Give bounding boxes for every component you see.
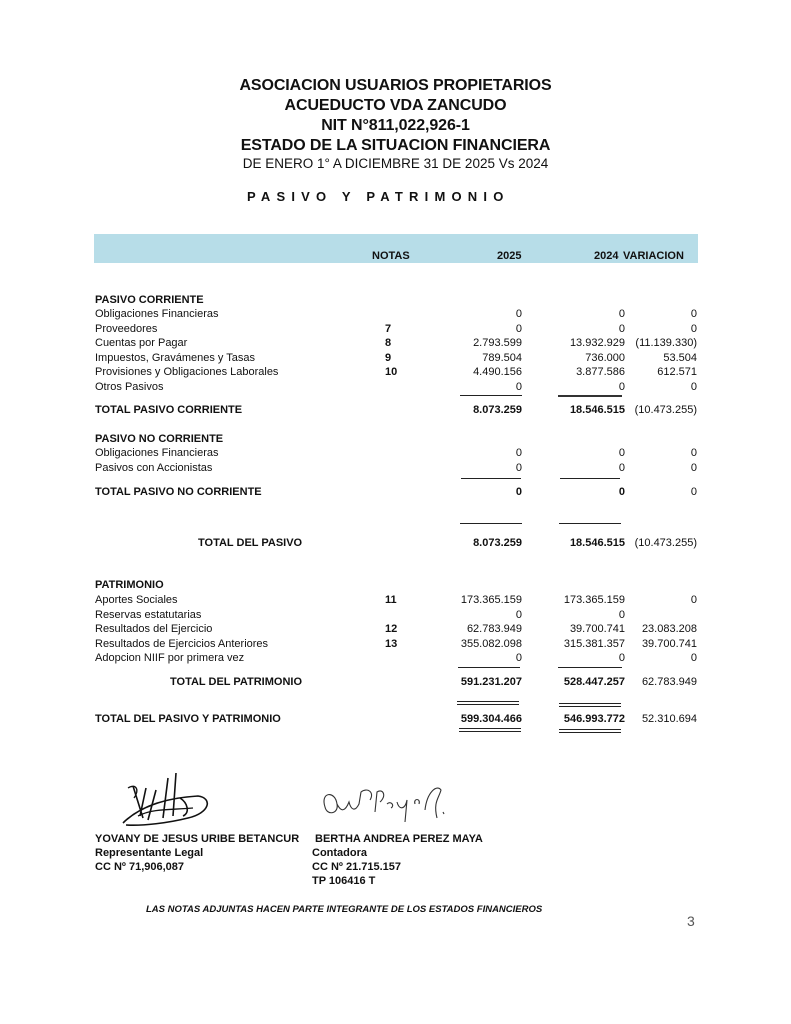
table-row: Obligaciones Financieras 0 0 0: [95, 308, 697, 320]
total-row-pasivo-corriente: TOTAL PASIVO CORRIENTE 8.073.259 18.546.515 (10.473.255): [95, 404, 697, 416]
footer-note: LAS NOTAS ADJUNTAS HACEN PARTE INTEGRANTE DE LOS ESTADOS FINANCIEROS: [146, 904, 543, 915]
table-row: Reservas estatutarias 0 0: [95, 609, 625, 621]
total-row-pasivo: TOTAL DEL PASIVO 8.073.259 18.546.515 (10.473.255): [198, 537, 697, 549]
legal-rep-id: CC Nº 71,906,087: [95, 861, 185, 873]
table-row: Provisiones y Obligaciones Laborales 10 4.490.156 3.877.586 612.571: [95, 366, 697, 378]
col-header-2025: 2025: [497, 250, 522, 262]
table-row: Resultados de Ejercicios Anteriores 13 355.082.098 315.381.357 39.700.741: [95, 638, 697, 650]
section-heading-pasivo-corriente: PASIVO CORRIENTE: [95, 294, 204, 306]
col-header-2024: 2024: [594, 250, 619, 262]
subtotal-rule: [460, 395, 522, 396]
double-rule: [457, 701, 519, 705]
total-row-pasivo-no-corriente: TOTAL PASIVO NO CORRIENTE 0 0 0: [95, 486, 697, 498]
accountant-tp: TP 106416 T: [312, 875, 376, 887]
subtotal-rule: [558, 667, 622, 668]
table-row: Resultados del Ejercicio 12 62.783.949 39.700.741 23.083.208: [95, 623, 697, 635]
double-rule: [559, 729, 621, 733]
table-row: Proveedores 7 0 0 0: [95, 323, 697, 335]
organization-subname: ACUEDUCTO VDA ZANCUDO: [284, 97, 507, 114]
col-header-variacion: VARIACION: [623, 250, 684, 262]
subtotal-rule: [458, 667, 520, 668]
statement-period: DE ENERO 1° A DICIEMBRE 31 DE 2025 Vs 2024: [242, 156, 549, 171]
total-row-pasivo-y-patrimonio: TOTAL DEL PASIVO Y PATRIMONIO 599.304.466 546.993.772 52.310.694: [95, 713, 697, 725]
total-row-patrimonio: TOTAL DEL PATRIMONIO 591.231.207 528.447.257 62.783.949: [170, 676, 697, 688]
subtotal-rule: [558, 395, 622, 397]
table-row: Obligaciones Financieras 0 0 0: [95, 447, 697, 459]
organization-name: ASOCIACION USUARIOS PROPIETARIOS: [239, 77, 552, 94]
signature-legal-representative: [118, 768, 213, 830]
legal-rep-role: Representante Legal: [95, 847, 204, 859]
table-row: Cuentas por Pagar 8 2.793.599 13.932.929 (11.139.330): [95, 337, 697, 349]
section-title: PASIVO Y PATRIMONIO: [247, 189, 510, 204]
signature-block-accountant: [312, 832, 483, 888]
double-rule: [459, 728, 521, 732]
section-heading-patrimonio: PATRIMONIO: [95, 579, 164, 591]
statement-title: ESTADO DE LA SITUACION FINANCIERA: [240, 137, 551, 154]
signature-block-legal: [95, 832, 299, 874]
table-row: Otros Pasivos 0 0 0: [95, 381, 697, 393]
section-heading-pasivo-no-corriente: PASIVO NO CORRIENTE: [95, 433, 224, 445]
accountant-name: BERTHA ANDREA PEREZ MAYA: [315, 833, 483, 845]
subtotal-rule: [560, 478, 620, 479]
table-row: Aportes Sociales 11 173.365.159 173.365.159 0: [95, 594, 697, 606]
column-header-band: [94, 234, 698, 263]
col-header-notas: NOTAS: [372, 250, 410, 262]
accountant-role: Contadora: [312, 847, 367, 859]
signature-accountant: [315, 782, 465, 827]
accountant-id: CC Nº 21.715.157: [312, 861, 402, 873]
nit-number: NIT N°811,022,926-1: [321, 117, 470, 134]
page-number: 3: [687, 913, 695, 929]
table-row: Impuestos, Gravámenes y Tasas 9 789.504 736.000 53.504: [95, 352, 697, 364]
double-rule: [559, 703, 621, 707]
table-row: Pasivos con Accionistas 0 0 0: [95, 462, 697, 474]
subtotal-rule: [559, 523, 621, 524]
subtotal-rule: [461, 478, 521, 479]
subtotal-rule: [460, 523, 522, 524]
table-row: Adopcion NIIF por primera vez 0 0 0: [95, 652, 697, 664]
legal-rep-name: YOVANY DE JESUS URIBE BETANCUR: [95, 833, 300, 845]
document-header: [0, 76, 791, 172]
